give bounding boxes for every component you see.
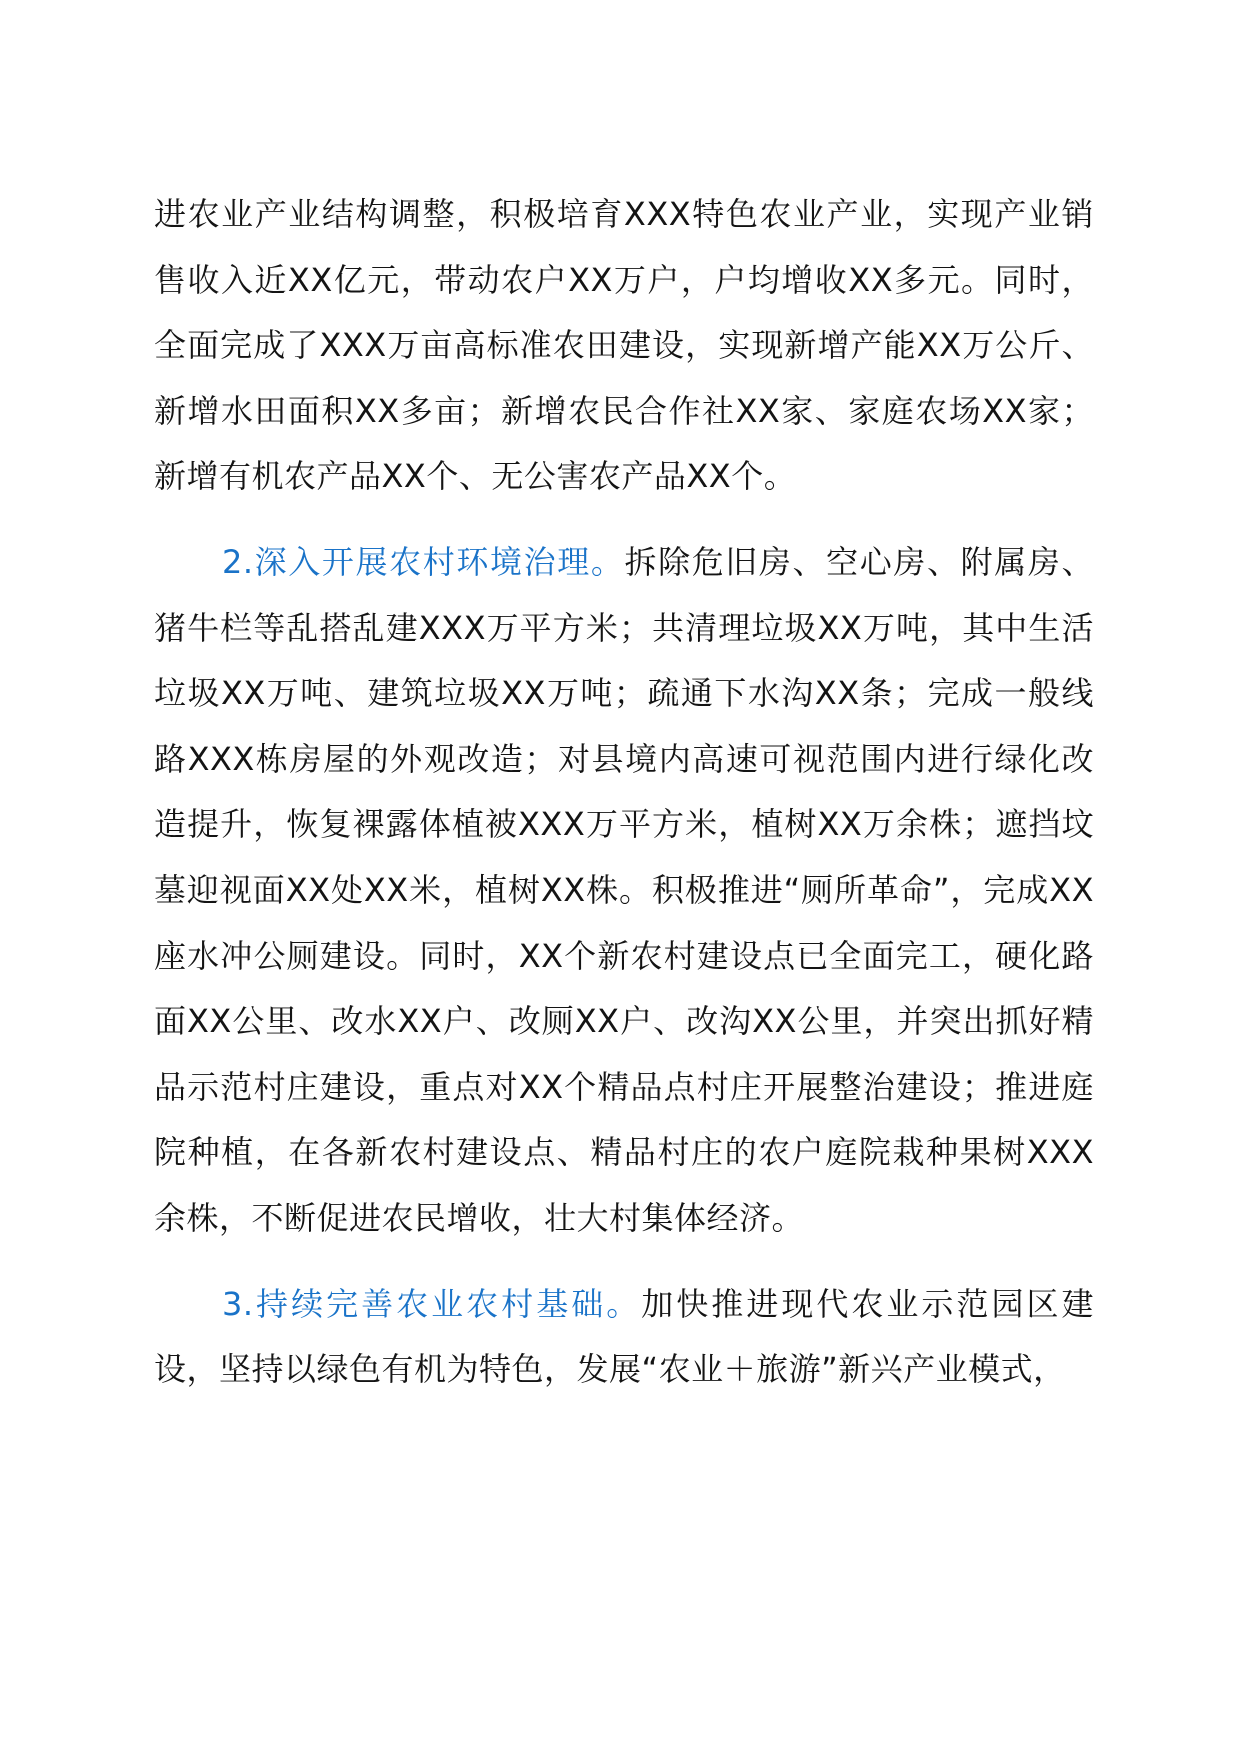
document-page (154, 182, 1094, 1403)
section-heading-agri-infrastructure: 3.持续完善农业农村基础。 (222, 1284, 642, 1323)
paragraph-agri-infrastructure (154, 1272, 1094, 1403)
paragraph-rural-environment (154, 530, 1094, 1252)
section-heading-rural-environment: 2.深入开展农村环境治理。 (222, 542, 625, 581)
paragraph-body: 进农业产业结构调整，积极培育XXX特色农业产业，实现产业销售收入近XX亿元，带动农户XX万户，户均增收XX多元。同时，全面完成了XXX万亩高标准农田建设，实现新增产能XX万公斤、新增水田面积XX多亩；新增农民合作社XX家、家庭农场XX家；新增有机农产品XX个、无公害农产品XX个。 (154, 195, 1094, 496)
paragraph-body: 加快推进现代农业示范园区建设，坚持以绿色有机为特色，发展“农业＋旅游”新兴产业模式， (154, 1284, 1094, 1389)
paragraph-continuation (154, 182, 1094, 510)
paragraph-body: 拆除危旧房、空心房、附属房、猪牛栏等乱搭乱建XXX万平方米；共清理垃圾XX万吨，其中生活垃圾XX万吨、建筑垃圾XX万吨；疏通下水沟XX条；完成一般线路XXX栋房屋的外观改造；对县境内高速可视范围内进行绿化改造提升，恢复裸露体植被XXX万平方米，植树XX万余株；遮挡坟墓迎视面XX处XX米，植树XX株。积极推进“厕所革命”，完成XX座水冲公厕建设。同时，XX个新农村建设点已全面完工，硬化路面XX公里、改水XX户、改厕XX户、改沟XX公里，并突出抓好精品示范村庄建设，重点对XX个精品点村庄开展整治建设；推进庭院种植，在各新农村建设点、精品村庄的农户庭院栽种果树XXX余株，不断促进农民增收，壮大村集体经济。 (154, 542, 1094, 1237)
